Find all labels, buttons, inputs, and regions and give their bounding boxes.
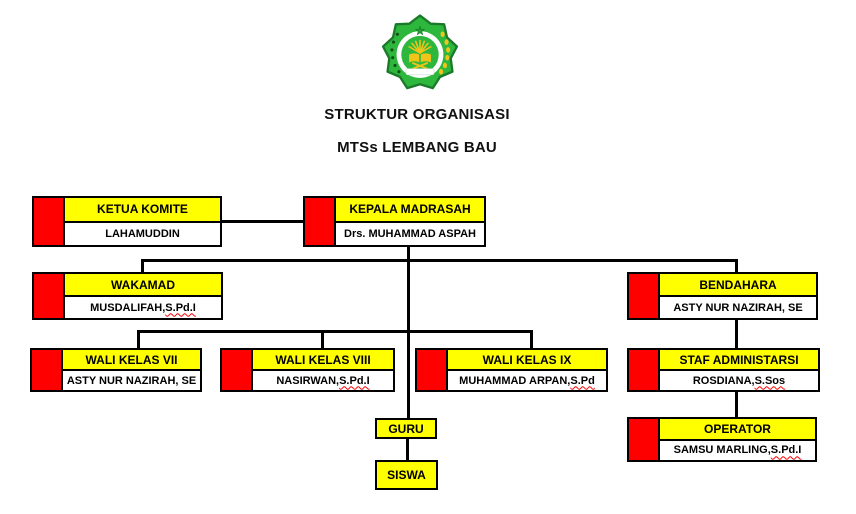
box-ketua-komite: [32, 196, 222, 247]
role-title: WAKAMAD: [65, 274, 221, 297]
misspelled-text: S.Sos: [754, 374, 786, 387]
person-name: ASTY NUR NAZIRAH, SE: [673, 301, 803, 314]
kementerian-agama-logo-icon: [381, 14, 459, 92]
box-operator: [627, 417, 817, 462]
person-name: LAHAMUDDIN: [105, 227, 180, 240]
red-tab: [629, 274, 660, 318]
connector-guru-siswa: [406, 438, 409, 461]
box-wali-kelas-ix: [415, 348, 608, 392]
connector-drop-wali7: [137, 332, 140, 349]
person-name: NASIRWAN, S.Pd.I: [276, 374, 370, 387]
misspelled-text: S.Pd.I: [339, 374, 370, 387]
red-tab: [34, 274, 65, 318]
box-wali-kelas-viii: [220, 348, 395, 392]
connector-staf-operator: [735, 391, 738, 418]
connector-drop-wali8: [321, 332, 324, 349]
person-name: MUHAMMAD ARPAN, S.Pd: [459, 374, 595, 387]
role-title: KEPALA MADRASAH: [336, 198, 484, 223]
person-name: ROSDIANA, S.Sos: [692, 374, 786, 387]
misspelled-text: S.Pd: [570, 374, 595, 387]
connector-drop-wali9: [530, 332, 533, 349]
red-tab: [305, 198, 336, 245]
person-name: ASTY NUR NAZIRAH, SE: [66, 374, 197, 387]
connector-bendahara-staf: [735, 319, 738, 349]
role-title: KETUA KOMITE: [65, 198, 220, 223]
page-subtitle: MTSs LEMBANG BAU: [337, 139, 497, 156]
box-wali-kelas-vii: [30, 348, 202, 392]
box-wakamad: [32, 272, 223, 320]
role-title: WALI KELAS IX: [448, 350, 606, 371]
person-name: SAMSU MARLING, S.Pd.I: [673, 444, 802, 457]
page-title: STRUKTUR ORGANISASI: [324, 106, 510, 123]
connector-komite-kepala: [222, 220, 303, 223]
misspelled-text: S.Pd.I: [165, 301, 196, 314]
red-tab: [417, 350, 448, 390]
connector-branch-row3: [137, 330, 533, 333]
person-name: MUSDALIFAH, S.Pd.I: [90, 301, 196, 314]
role-title: WALI KELAS VII: [63, 350, 200, 371]
box-guru: [375, 418, 437, 439]
role-title: STAF ADMINISTARSI: [660, 350, 818, 371]
red-tab: [32, 350, 63, 390]
role-title: WALI KELAS VIII: [253, 350, 393, 371]
connector-branch-row2: [141, 259, 738, 262]
role-title: SISWA: [387, 468, 426, 482]
role-title: OPERATOR: [660, 419, 815, 441]
box-siswa: [375, 460, 438, 490]
red-tab: [629, 419, 660, 460]
misspelled-text: S.Pd.I: [770, 444, 802, 457]
red-tab: [629, 350, 660, 390]
red-tab: [222, 350, 253, 390]
box-bendahara: [627, 272, 818, 320]
role-title: BENDAHARA: [660, 274, 816, 297]
box-staf-administarsi: [627, 348, 820, 392]
red-tab: [34, 198, 65, 245]
box-kepala-madrasah: [303, 196, 486, 247]
person-name: Drs. MUHAMMAD ASPAH: [344, 227, 476, 240]
role-title: GURU: [388, 421, 424, 436]
